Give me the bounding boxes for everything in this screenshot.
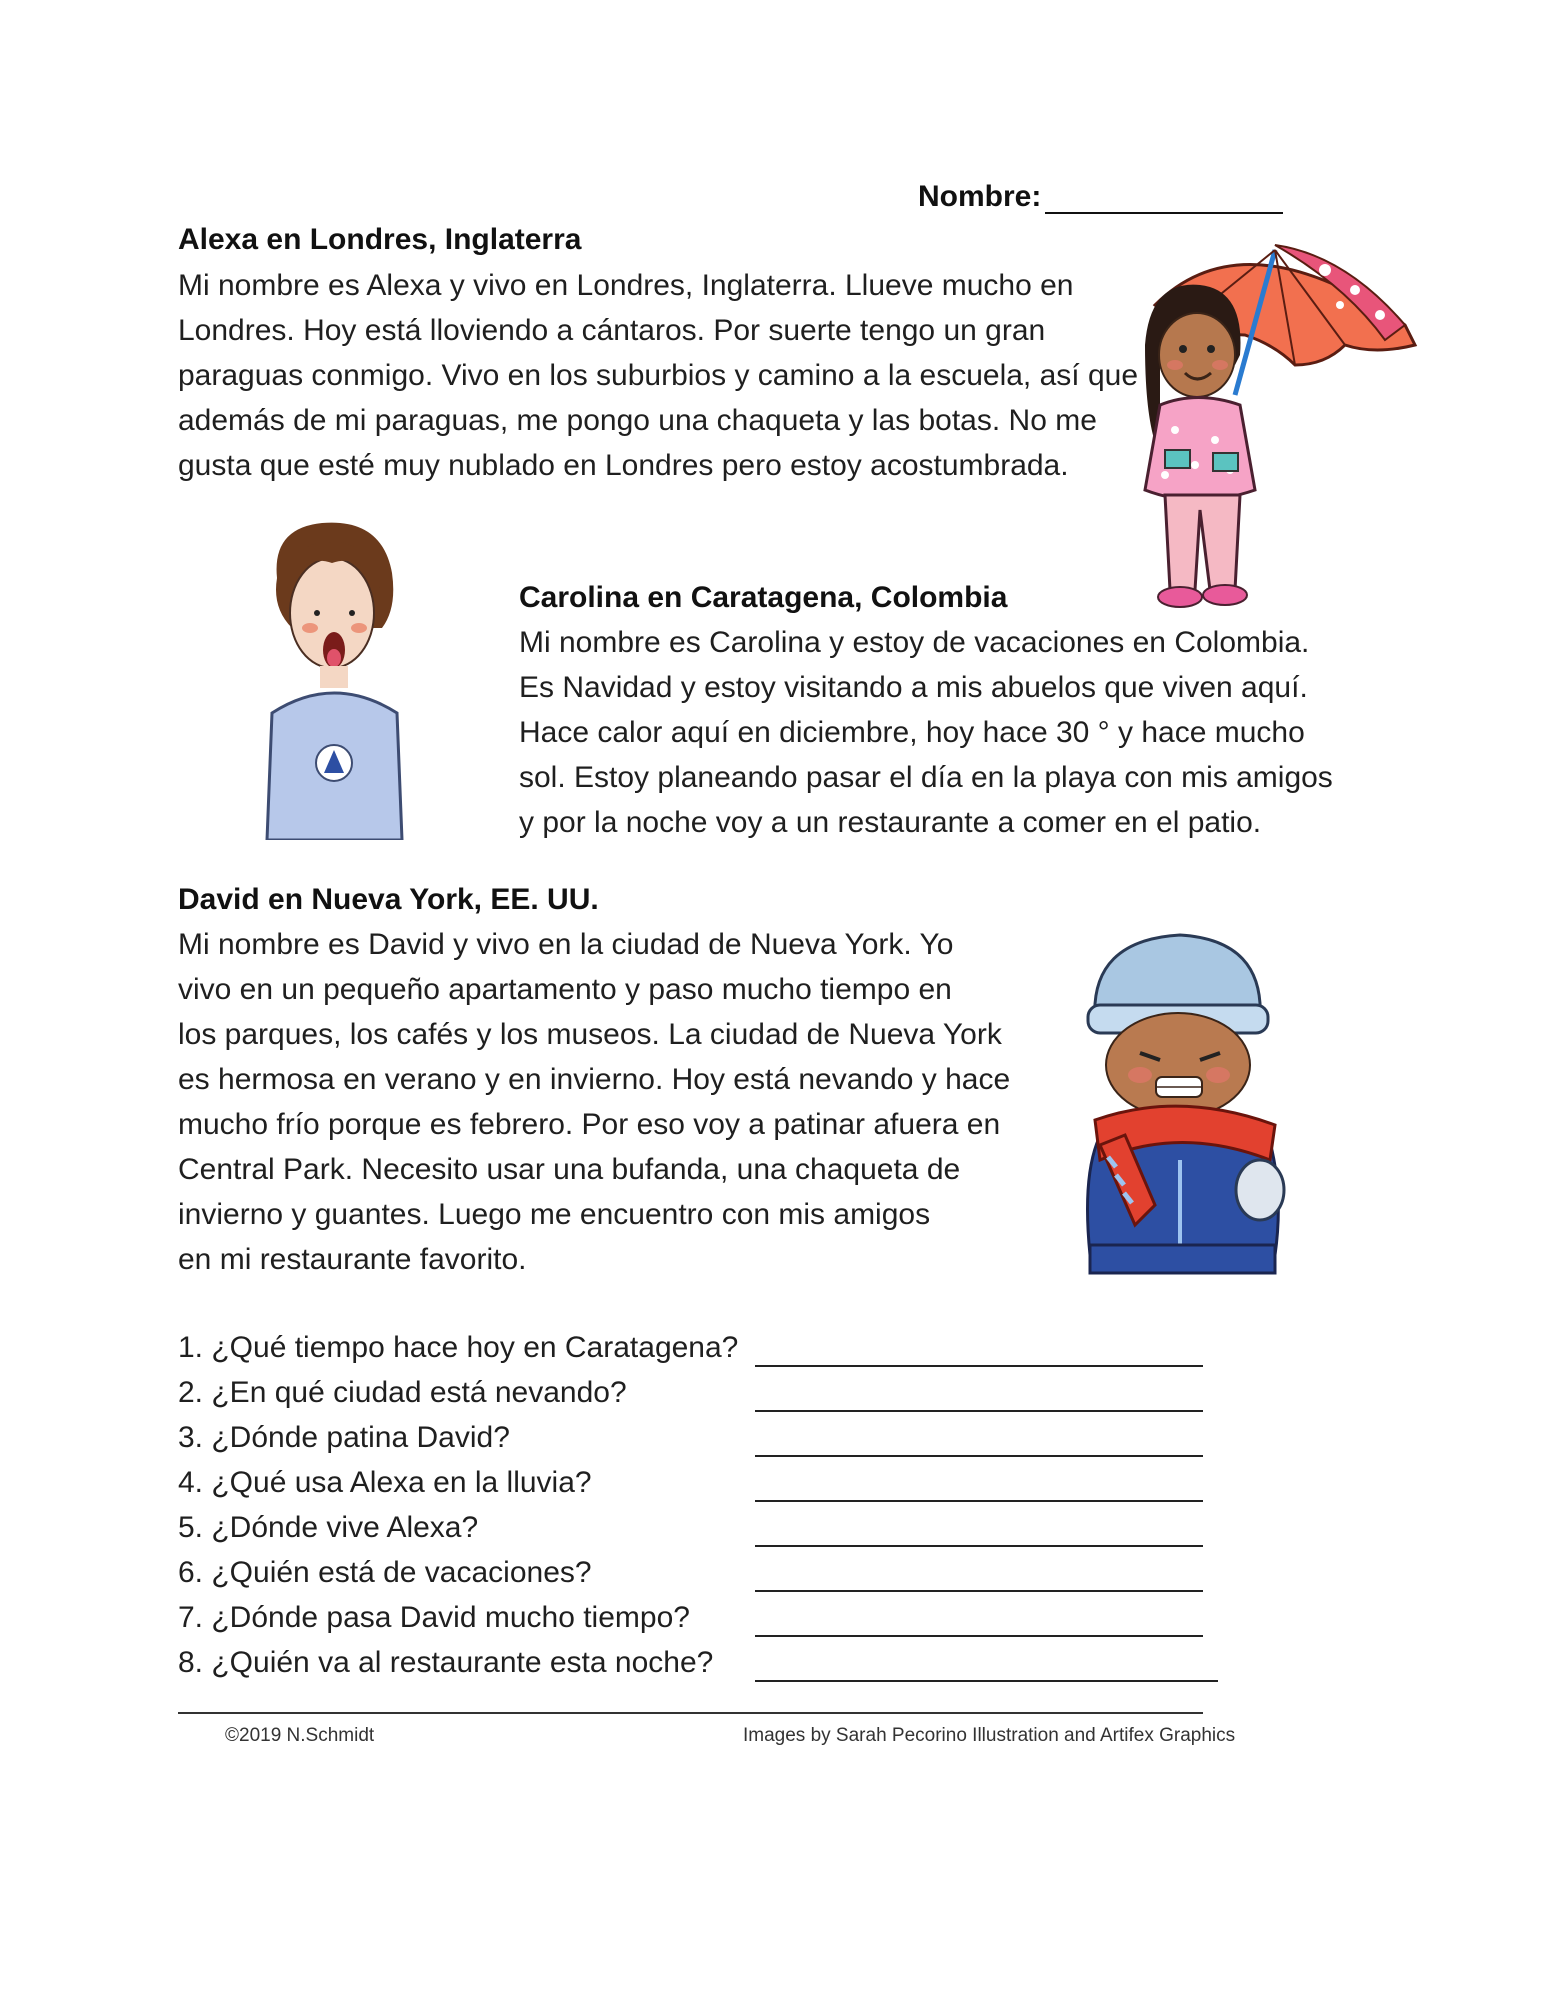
- name-field: [918, 180, 1283, 214]
- text-line: Es Navidad y estoy visitando a mis abuelos que viven aquí.: [519, 671, 1308, 704]
- text-line: en mi restaurante favorito.: [178, 1243, 527, 1276]
- question-text: 5. ¿Dónde vive Alexa?: [178, 1511, 479, 1544]
- section-title-david: David en Nueva York, EE. UU.: [178, 883, 599, 916]
- name-blank-line[interactable]: [1045, 180, 1283, 214]
- question-text: 7. ¿Dónde pasa David mucho tiempo?: [178, 1601, 690, 1634]
- footer-divider: [178, 1712, 1203, 1714]
- text-line: paraguas conmigo. Vivo en los suburbios y camino a la escuela, así que: [178, 359, 1139, 392]
- question-text: 8. ¿Quién va al restaurante esta noche?: [178, 1646, 714, 1679]
- questions-list: [178, 1325, 1228, 1685]
- question-text: 3. ¿Dónde patina David?: [178, 1421, 510, 1454]
- text-line: sol. Estoy planeando pasar el día en la playa con mis amigos: [519, 761, 1333, 794]
- text-line: mucho frío porque es febrero. Por eso voy a patinar afuera en: [178, 1108, 1001, 1141]
- answer-line[interactable]: [755, 1545, 1203, 1547]
- question-item: [178, 1460, 1228, 1505]
- text-line: es hermosa en verano y en invierno. Hoy está nevando y hace: [178, 1063, 1011, 1096]
- answer-line[interactable]: [755, 1455, 1203, 1457]
- text-line: Hace calor aquí en diciembre, hoy hace 30 ° y hace mucho: [519, 716, 1305, 749]
- girl-with-umbrella-illustration: [1125, 225, 1430, 625]
- text-line: Londres. Hoy está lloviendo a cántaros. Por suerte tengo un gran: [178, 314, 1046, 347]
- question-item: [178, 1415, 1228, 1460]
- text-line: vivo en un pequeño apartamento y paso mucho tiempo en: [178, 973, 952, 1006]
- footer-credits: Images by Sarah Pecorino Illustration and Artifex Graphics: [743, 1725, 1236, 1746]
- text-line: Mi nombre es Alexa y vivo en Londres, Inglaterra. Llueve mucho en: [178, 269, 1074, 302]
- cold-boy-with-scarf-illustration: [1060, 925, 1300, 1295]
- question-text: 1. ¿Qué tiempo hace hoy en Caratagena?: [178, 1331, 739, 1364]
- boy-with-sore-throat-illustration: [262, 518, 412, 840]
- question-item: [178, 1595, 1228, 1640]
- answer-line[interactable]: [755, 1365, 1203, 1367]
- question-item: [178, 1505, 1228, 1550]
- text-line: Mi nombre es Carolina y estoy de vacaciones en Colombia.: [519, 626, 1310, 659]
- answer-line[interactable]: [755, 1410, 1203, 1412]
- text-line: y por la noche voy a un restaurante a comer en el patio.: [519, 806, 1262, 839]
- answer-line[interactable]: [755, 1680, 1218, 1682]
- text-line: además de mi paraguas, me pongo una chaqueta y las botas. No me: [178, 404, 1097, 437]
- text-line: gusta que esté muy nublado en Londres pero estoy acostumbrada.: [178, 449, 1069, 482]
- question-text: 6. ¿Quién está de vacaciones?: [178, 1556, 592, 1589]
- text-line: Central Park. Necesito usar una bufanda, una chaqueta de: [178, 1153, 961, 1186]
- section-title-carolina: Carolina en Caratagena, Colombia: [519, 581, 1008, 614]
- answer-line[interactable]: [755, 1500, 1203, 1502]
- section-title-alexa: Alexa en Londres, Inglaterra: [178, 223, 582, 256]
- section-text-david: [178, 922, 1038, 1282]
- name-label: Nombre:: [918, 180, 1042, 213]
- question-text: 4. ¿Qué usa Alexa en la lluvia?: [178, 1466, 592, 1499]
- question-text: 2. ¿En qué ciudad está nevando?: [178, 1376, 627, 1409]
- footer-copyright: ©2019 N.Schmidt: [225, 1725, 375, 1746]
- text-line: invierno y guantes. Luego me encuentro con mis amigos: [178, 1198, 931, 1231]
- section-text-alexa: [178, 263, 1138, 488]
- text-line: Mi nombre es David y vivo en la ciudad de Nueva York. Yo: [178, 928, 954, 961]
- question-item: [178, 1640, 1228, 1685]
- answer-line[interactable]: [755, 1590, 1203, 1592]
- text-line: los parques, los cafés y los museos. La ciudad de Nueva York: [178, 1018, 1002, 1051]
- question-item: [178, 1325, 1228, 1370]
- section-text-carolina: [519, 620, 1379, 845]
- question-item: [178, 1550, 1228, 1595]
- question-item: [178, 1370, 1228, 1415]
- answer-line[interactable]: [755, 1635, 1203, 1637]
